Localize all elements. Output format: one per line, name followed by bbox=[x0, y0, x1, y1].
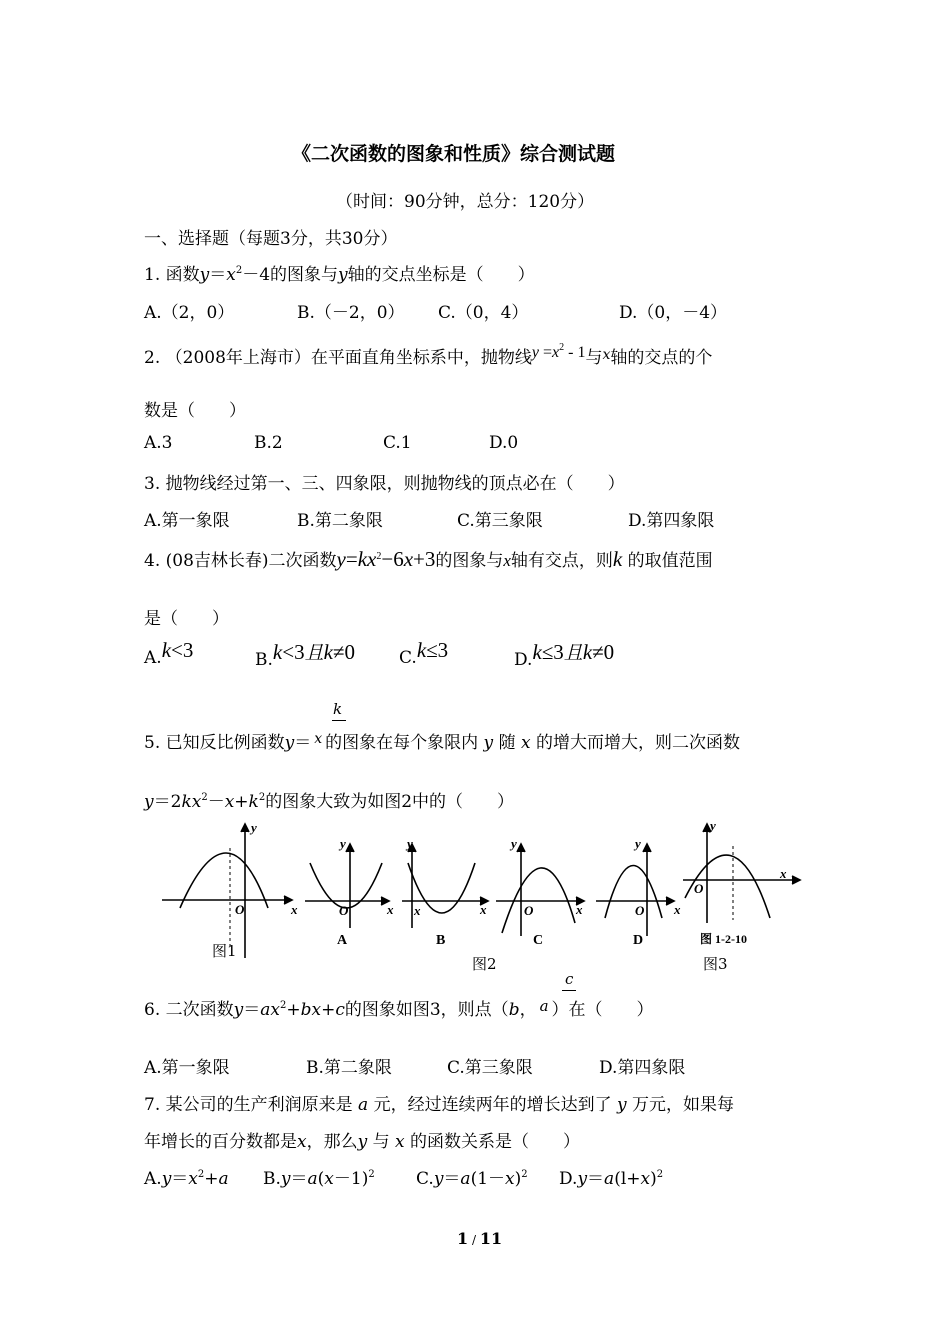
q7-option-a: $A.y=x^2+a$ bbox=[144, 1169, 229, 1189]
choice-label-d: D bbox=[633, 933, 644, 948]
question-1: 1. 函数$y=x^2-4$的图象与y轴的交点坐标是（ ） bbox=[144, 265, 535, 285]
q2-option-b: B.2 bbox=[254, 433, 283, 453]
fig2-caption: 图2 bbox=[472, 955, 497, 973]
svg-text:x: x bbox=[674, 902, 681, 917]
question-6: 6. 二次函数$y=ax^2+bx+c$的图象如图3，则点（b， a ）在（ ） bbox=[144, 997, 654, 1020]
section-heading: 一、选择题（每题3分，共30分） bbox=[144, 229, 398, 249]
fig3-code-label: 图 1-2-10 bbox=[700, 932, 747, 946]
svg-text:x: x bbox=[780, 866, 787, 881]
question-2-cont: 数是（ ） bbox=[144, 401, 246, 421]
q6-option-d: D.第四象限 bbox=[599, 1058, 686, 1078]
fig1-caption: 图1 bbox=[212, 942, 237, 960]
svg-text:x: x bbox=[576, 902, 583, 917]
svg-text:y: y bbox=[635, 836, 641, 851]
q6-option-a: A.第一象限 bbox=[144, 1058, 230, 1078]
fraction-bar bbox=[332, 720, 346, 721]
q3-option-b: B.第二象限 bbox=[297, 511, 383, 531]
fraction-c-numerator: c bbox=[565, 970, 574, 988]
svg-text:y: y bbox=[511, 836, 517, 851]
question-2: 2. （2008年上海市）在平面直角坐标系中，抛物线$y =x^2 - 1$与$^x$轴的交点的个 bbox=[144, 342, 713, 368]
fraction-k-numerator: k bbox=[333, 700, 343, 718]
svg-text:O: O bbox=[524, 903, 534, 918]
q1-option-c: C.（0，4） bbox=[438, 303, 529, 323]
q4-option-c: C.k≤3 bbox=[399, 638, 449, 668]
question-7-cont: 年增长的百分数都是x，那么y 与 x 的函数关系是（ ） bbox=[144, 1132, 581, 1152]
page-number: 1 / 11 bbox=[457, 1229, 503, 1248]
q6-option-b: B.第二象限 bbox=[306, 1058, 392, 1078]
q7-option-b: $B.y=a(x-1)^2$ bbox=[263, 1169, 375, 1189]
choice-label-b: B bbox=[436, 933, 446, 948]
q1-option-b: B.（－2，0） bbox=[297, 303, 405, 323]
fraction-bar-ca bbox=[562, 990, 576, 991]
choice-label-a: A bbox=[337, 933, 348, 948]
subtitle: （时间：90分钟，总分：120分） bbox=[336, 192, 595, 212]
question-5-cont: $y=2kx^2-x+k^2$的图象大致为如图2中的（ ） bbox=[144, 792, 515, 812]
q2-option-a: A.3 bbox=[144, 433, 173, 453]
question-4: 4. (08吉林长春)二次函数$y=kx^2-6x+3$的图象与x轴有交点，则k 的取值范围 bbox=[144, 547, 713, 571]
q1-option-d: D.（0，－4） bbox=[619, 303, 728, 323]
svg-text:y: y bbox=[340, 836, 346, 851]
svg-text:x: x bbox=[480, 902, 487, 917]
q2-option-d: D.0 bbox=[489, 433, 519, 453]
svg-text:y: y bbox=[251, 820, 257, 835]
svg-text:O: O bbox=[235, 902, 245, 917]
q3-option-a: A.第一象限 bbox=[144, 511, 230, 531]
fig3-caption: 图3 bbox=[703, 955, 728, 973]
q2-option-c: C.1 bbox=[383, 433, 412, 453]
svg-text:y: y bbox=[710, 818, 716, 833]
svg-text:x: x bbox=[387, 902, 394, 917]
page-title: 《二次函数的图象和性质》综合测试题 bbox=[292, 143, 616, 165]
svg-text:x: x bbox=[291, 902, 298, 917]
q3-option-d: D.第四象限 bbox=[628, 511, 715, 531]
figure-choice-d-graph bbox=[596, 844, 674, 936]
choice-label-c: C bbox=[533, 933, 544, 948]
q7-option-d: $D.y=a(l+x)^2$ bbox=[559, 1169, 664, 1189]
question-3: 3. 抛物线经过第一、三、四象限，则抛物线的顶点必在（ ） bbox=[144, 474, 625, 494]
q4-option-d: D.k≤3且k≠0 bbox=[514, 640, 615, 670]
question-4-cont: 是（ ） bbox=[144, 609, 229, 629]
figure-choice-c-graph bbox=[496, 844, 584, 936]
q3-option-c: C.第三象限 bbox=[457, 511, 543, 531]
question-7: 7. 某公司的生产利润原来是 a 元，经过连续两年的增长达到了 y 万元，如果每 bbox=[144, 1095, 734, 1115]
figure-1-graph bbox=[162, 824, 292, 958]
q6-option-c: C.第三象限 bbox=[447, 1058, 533, 1078]
q1-option-a: A.（2，0） bbox=[144, 303, 235, 323]
svg-text:x: x bbox=[414, 903, 421, 918]
svg-text:O: O bbox=[339, 903, 349, 918]
svg-text:O: O bbox=[694, 881, 704, 896]
svg-text:O: O bbox=[635, 903, 645, 918]
q4-option-a: A.k<3 bbox=[144, 638, 194, 668]
question-5: 5. 已知反比例函数y＝ $^x$ 的图象在每个象限内 y 随 x 的增大而增大，则二次函数 bbox=[144, 731, 740, 753]
svg-text:y: y bbox=[407, 836, 413, 851]
q7-option-c: $C.y=a(1-x)^2$ bbox=[416, 1169, 528, 1189]
q4-option-b: B.k<3且k≠0 bbox=[255, 640, 355, 670]
